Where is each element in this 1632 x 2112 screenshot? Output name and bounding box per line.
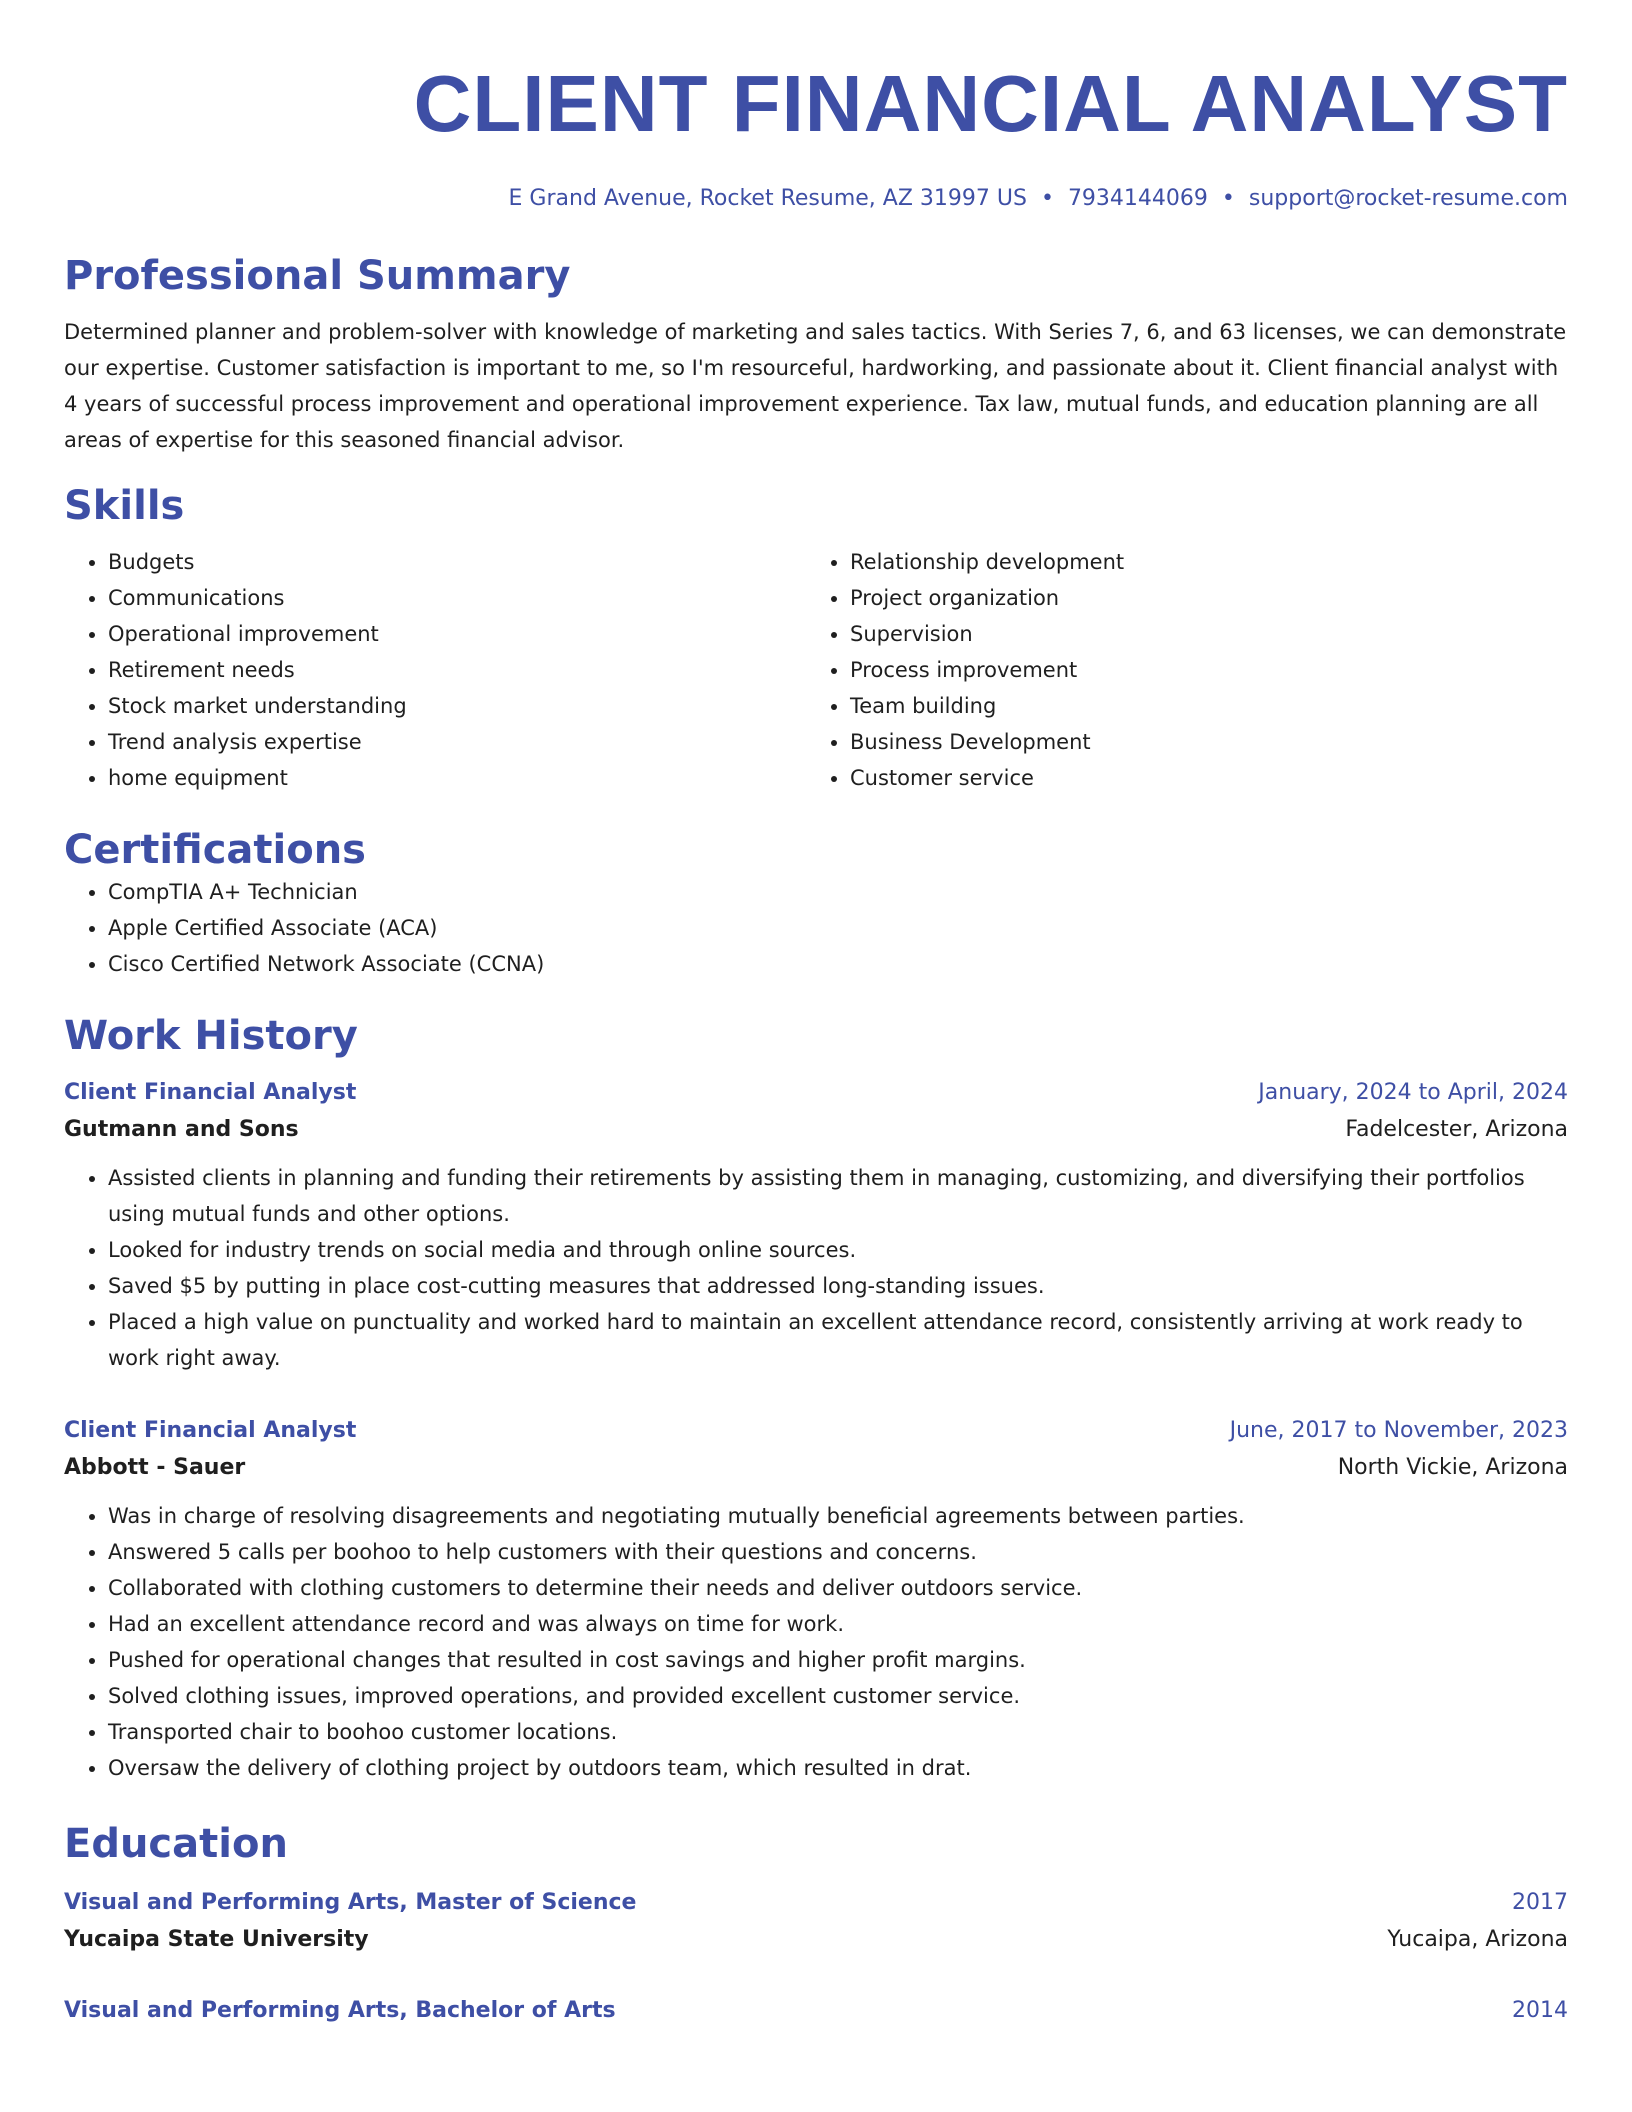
job-bullet: • Collaborated with clothing customers to determine their needs and deliver outdoors service. <box>108 1570 1568 1606</box>
skills-column-left <box>64 544 806 796</box>
education-year: 2014 <box>1512 1998 1568 2023</box>
education-school: Yucaipa State University <box>64 1927 369 1952</box>
job-bullet: • Pushed for operational changes that resulted in cost savings and higher profit margins. <box>108 1642 1568 1678</box>
education-entry <box>64 1886 1568 1960</box>
education-school-row <box>64 1920 1568 1960</box>
skill-item: • Business Development <box>850 724 1548 760</box>
contact-line <box>64 184 1568 214</box>
job-dates: June, 2017 to November, 2023 <box>1229 1418 1568 1443</box>
job-company: Abbott - Sauer <box>64 1455 246 1480</box>
skill-item: • Supervision <box>850 616 1548 652</box>
certification-item: • CompTIA A+ Technician <box>108 874 1568 910</box>
education-location: Yucaipa, Arizona <box>1387 1927 1568 1952</box>
contact-separator: • <box>1040 186 1054 211</box>
job-header-row <box>64 1414 1568 1448</box>
skills-heading: Skills <box>64 483 185 529</box>
job-entry <box>64 1076 1568 1376</box>
education-year: 2017 <box>1512 1890 1568 1915</box>
work-history-heading: Work History <box>64 1013 358 1059</box>
summary-text: Determined planner and problem-solver with knowledge of marketing and sales tactics. With Series 7, 6, and 63 licenses, we can demonstrate our expertise. Customer satisfaction is important to me, so I'm resourceful, hardworking, and passionate about it. Client financial analyst with 4 years of successful process improvement and operational improvement experience. Tax law, mutual funds, and education planning are all areas of expertise for this seasoned financial advisor. <box>64 320 1567 452</box>
job-entry <box>64 1414 1568 1786</box>
job-role: Client Financial Analyst <box>64 1080 357 1105</box>
job-bullet: • Had an excellent attendance record and was always on time for work. <box>108 1606 1568 1642</box>
job-bullet: • Looked for industry trends on social media and through online sources. <box>108 1232 1568 1268</box>
job-company-row <box>64 1110 1568 1150</box>
education-degree: Visual and Performing Arts, Bachelor of Arts <box>64 1998 616 2023</box>
contact-email: support@rocket-resume.com <box>1248 186 1568 211</box>
job-dates: January, 2024 to April, 2024 <box>1258 1080 1568 1105</box>
skill-item: • Budgets <box>108 544 806 580</box>
certification-item: • Apple Certified Associate (ACA) <box>108 910 1568 946</box>
certifications-list <box>64 874 1568 982</box>
job-bullets <box>64 1160 1568 1376</box>
summary-heading: Professional Summary <box>64 253 571 299</box>
job-role: Client Financial Analyst <box>64 1418 357 1443</box>
job-bullet: • Answered 5 calls per boohoo to help customers with their questions and concerns. <box>108 1534 1568 1570</box>
skill-item: • Customer service <box>850 760 1548 796</box>
job-bullet: • Saved $5 by putting in place cost-cutting measures that addressed long-standing issues. <box>108 1268 1568 1304</box>
skill-item: • Team building <box>850 688 1548 724</box>
certification-item: • Cisco Certified Network Associate (CCNA) <box>108 946 1568 982</box>
job-header-row <box>64 1076 1568 1110</box>
job-company-row <box>64 1448 1568 1488</box>
skill-item: • home equipment <box>108 760 806 796</box>
job-location: North Vickie, Arizona <box>1337 1455 1568 1480</box>
education-header-row <box>64 1994 1568 2028</box>
education-heading: Education <box>64 1821 288 1867</box>
skill-item: • Stock market understanding <box>108 688 806 724</box>
job-bullets <box>64 1498 1568 1786</box>
page-title: CLIENT FINANCIAL ANALYST <box>413 59 1568 148</box>
education-header-row <box>64 1886 1568 1920</box>
job-bullet: • Oversaw the delivery of clothing project by outdoors team, which resulted in drat. <box>108 1750 1568 1786</box>
skills-list-left <box>64 544 806 796</box>
job-company: Gutmann and Sons <box>64 1117 299 1142</box>
contact-separator: • <box>1221 186 1235 211</box>
job-location: Fadelcester, Arizona <box>1345 1117 1568 1142</box>
skill-item: • Trend analysis expertise <box>108 724 806 760</box>
skill-item: • Relationship development <box>850 544 1548 580</box>
job-bullet: • Assisted clients in planning and funding their retirements by assisting them in managing, customizing, and diversifying their portfolios using mutual funds and other options. <box>108 1160 1568 1232</box>
skill-item: • Operational improvement <box>108 616 806 652</box>
contact-address: E Grand Avenue, Rocket Resume, AZ 31997 US <box>508 186 1027 211</box>
job-bullet: • Placed a high value on punctuality and worked hard to maintain an excellent attendance record, consistently arriving at work ready to work right away. <box>108 1304 1568 1376</box>
contact-phone: 7934144069 <box>1067 186 1208 211</box>
job-bullet: • Solved clothing issues, improved operations, and provided excellent customer service. <box>108 1678 1568 1714</box>
skills-columns <box>64 544 1568 796</box>
certifications-heading: Certifications <box>64 827 366 873</box>
skill-item: • Communications <box>108 580 806 616</box>
skill-item: • Process improvement <box>850 652 1548 688</box>
job-bullet: • Transported chair to boohoo customer locations. <box>108 1714 1568 1750</box>
job-bullet: • Was in charge of resolving disagreements and negotiating mutually beneficial agreements between parties. <box>108 1498 1568 1534</box>
education-entry <box>64 1994 1568 2028</box>
skill-item: • Retirement needs <box>108 652 806 688</box>
skills-list-right <box>806 544 1548 796</box>
skills-column-right <box>806 544 1548 796</box>
skill-item: • Project organization <box>850 580 1548 616</box>
education-degree: Visual and Performing Arts, Master of Science <box>64 1890 637 1915</box>
